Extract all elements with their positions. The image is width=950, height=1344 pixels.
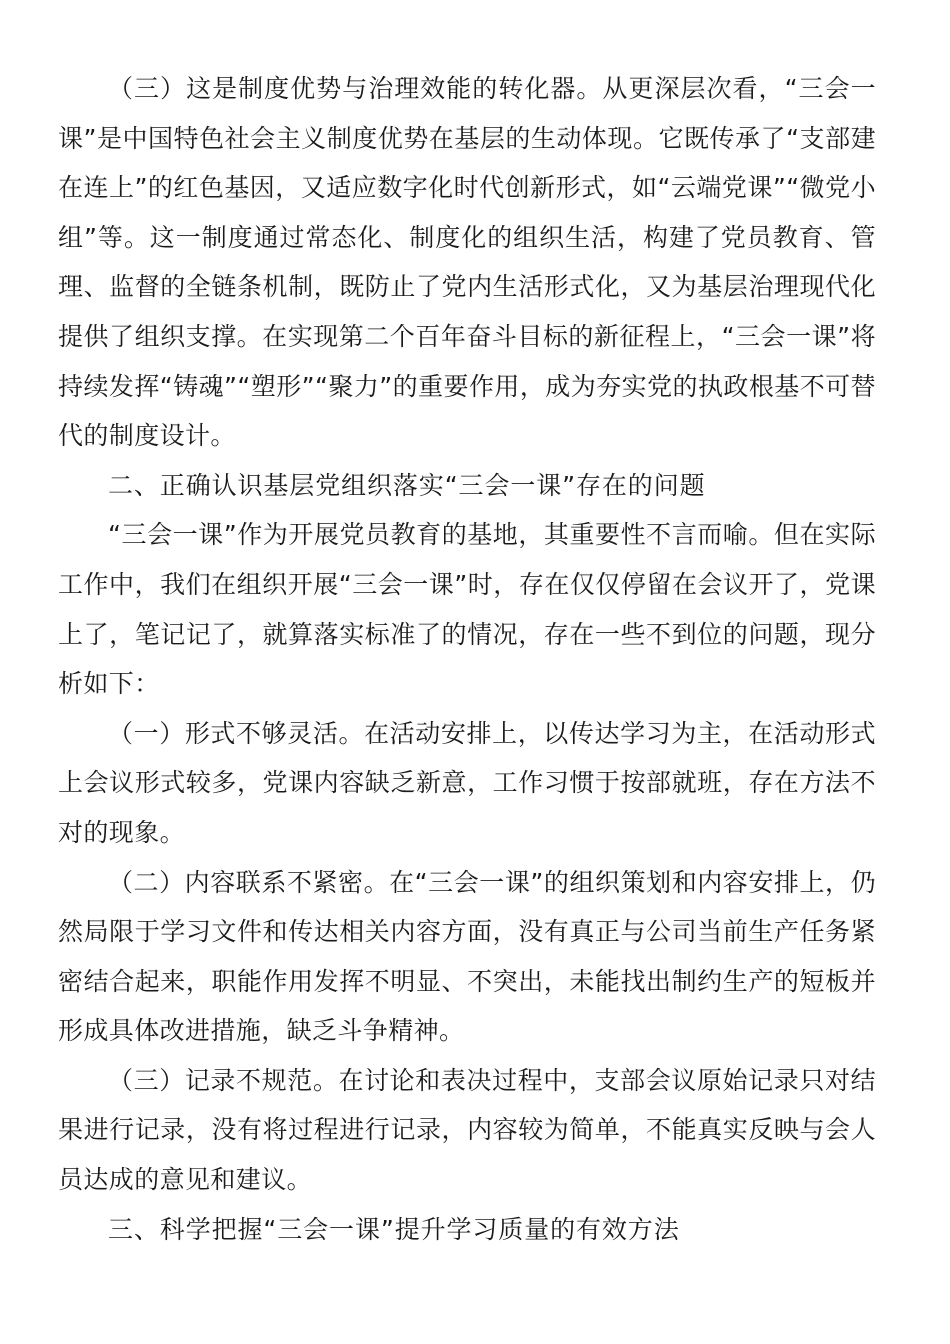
paragraph-problems-intro: “三会一课”作为开展党员教育的基地，其重要性不言而喻。但在实际工作中，我们在组织开展“三会一课”时，存在仅仅停留在会议开了，党课上了，笔记记了，就算落实标准了的情况，存在一些不到位的问题，现分析如下： [58,520,876,699]
paragraph-problem-records: （三）记录不规范。在讨论和表决过程中，支部会议原始记录只对结果进行记录，没有将过程进行记录，内容较为简单，不能真实反映与会人员达成的意见和建议。 [58,1065,876,1195]
document-body [58,64,876,1254]
paragraph-problem-form: （一）形式不够灵活。在活动安排上，以传达学习为主，在活动形式上会议形式较多，党课内容缺乏新意，工作习惯于按部就班，存在方法不对的现象。 [58,718,876,847]
section-heading-methods: 三、科学把握“三会一课”提升学习质量的有效方法 [108,1214,680,1244]
paragraph-problem-content: （二）内容联系不紧密。在“三会一课”的组织策划和内容安排上，仍然局限于学习文件和传达相关内容方面，没有真正与公司当前生产任务紧密结合起来，职能作用发挥不明显、不突出，未能找出制约生产的短板并形成具体改进措施，缺乏斗争精神。 [58,867,876,1046]
paragraph-institutional-advantage: （三）这是制度优势与治理效能的转化器。从更深层次看，“三会一课”是中国特色社会主义制度优势在基层的生动体现。它既传承了“支部建在连上”的红色基因，又适应数字化时代创新形式，如“云端党课”“微党小组”等。这一制度通过常态化、制度化的组织生活，构建了党员教育、管理、监督的全链条机制，既防止了党内生活形式化，又为基层治理现代化提供了组织支撑。在实现第二个百年奋斗目标的新征程上，“三会一课”将持续发挥“铸魂”“塑形”“聚力”的重要作用，成为夯实党的执政根基不可替代的制度设计。 [58,74,876,451]
section-heading-problems: 二、正确认识基层党组织落实“三会一课”存在的问题 [108,470,706,500]
